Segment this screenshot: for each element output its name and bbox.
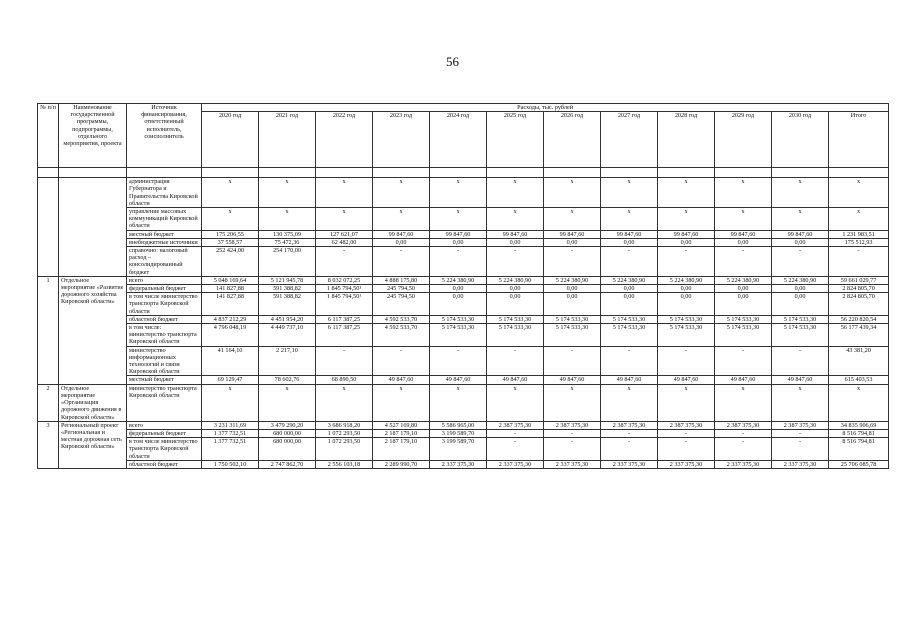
header-expenses: Расходы, тыс. рублей: [202, 104, 889, 112]
value-cell: 0,00: [430, 285, 487, 293]
value-cell: 99 847,60: [487, 230, 544, 238]
value-cell: 5 224 380,90: [658, 276, 715, 284]
header-year: 2025 год: [487, 112, 544, 168]
value-cell: x: [601, 178, 658, 208]
value-cell: x: [373, 208, 430, 231]
value-cell: x: [601, 208, 658, 231]
value-cell: -: [316, 346, 373, 376]
table-row: [38, 346, 889, 376]
value-cell: 4 888 175,80: [373, 276, 430, 284]
header-year: 2022 год: [316, 112, 373, 168]
value-cell: -: [772, 429, 829, 437]
value-cell: x: [487, 384, 544, 421]
funding-source: в том числе министерство транспорта Кировской области: [127, 438, 202, 461]
value-cell: x: [658, 384, 715, 421]
value-cell: 5 174 533,30: [601, 324, 658, 347]
value-cell: -: [487, 438, 544, 461]
value-cell: 99 847,60: [715, 230, 772, 238]
table-row: [38, 376, 889, 384]
header-year: 2029 год: [715, 112, 772, 168]
value-cell: 680 000,00: [259, 429, 316, 437]
value-cell: 0,00: [658, 285, 715, 293]
value-cell: 0,00: [601, 238, 658, 246]
value-cell: 2 187 179,10: [373, 438, 430, 461]
table-row: [38, 460, 889, 468]
value-cell: 56 177 439,34: [829, 324, 889, 347]
value-cell: 3 479 290,20: [259, 421, 316, 429]
value-cell: 4 451 954,20: [259, 315, 316, 323]
value-cell: 3 686 918,20: [316, 421, 373, 429]
value-cell: 4 796 048,19: [202, 324, 259, 347]
spacer-cell: [715, 168, 772, 178]
value-cell: 5 174 533,30: [487, 315, 544, 323]
header-year: 2030 год: [772, 112, 829, 168]
value-cell: 141 827,88: [202, 285, 259, 293]
spacer-cell: [658, 168, 715, 178]
value-cell: 1 845 794,50¹: [316, 293, 373, 316]
funding-source: областной бюджет: [127, 460, 202, 468]
value-cell: 130 375,09: [259, 230, 316, 238]
value-cell: -: [430, 247, 487, 277]
value-cell: 25 706 085,78: [829, 460, 889, 468]
value-cell: -: [601, 346, 658, 376]
value-cell: -: [544, 438, 601, 461]
value-cell: 8 516 794,81: [829, 429, 889, 437]
value-cell: 5 174 533,30: [601, 315, 658, 323]
value-cell: 5 174 533,30: [544, 315, 601, 323]
value-cell: 5 174 533,30: [772, 315, 829, 323]
value-cell: -: [715, 346, 772, 376]
spacer-cell: [38, 168, 59, 178]
value-cell: 0,00: [487, 238, 544, 246]
value-cell: 2 824 805,70: [829, 285, 889, 293]
value-cell: x: [658, 208, 715, 231]
value-cell: 49 847,60: [430, 376, 487, 384]
value-cell: -: [829, 247, 889, 277]
value-cell: 0,00: [658, 238, 715, 246]
value-cell: x: [544, 178, 601, 208]
table-row: [38, 293, 889, 316]
value-cell: 2 289 990,70: [373, 460, 430, 468]
value-cell: x: [487, 178, 544, 208]
table-row: [38, 384, 889, 421]
value-cell: x: [316, 208, 373, 231]
value-cell: 1 231 983,51: [829, 230, 889, 238]
value-cell: x: [715, 384, 772, 421]
value-cell: 1 072 293,50: [316, 429, 373, 437]
value-cell: 75 472,36: [259, 238, 316, 246]
value-cell: 254 170,00: [259, 247, 316, 277]
table-row: [38, 247, 889, 277]
value-cell: 0,00: [487, 285, 544, 293]
spacer-cell: [430, 168, 487, 178]
value-cell: x: [316, 384, 373, 421]
value-cell: 0,00: [373, 238, 430, 246]
spacer-cell: [544, 168, 601, 178]
budget-table: [37, 103, 889, 469]
value-cell: 0,00: [430, 293, 487, 316]
table-row: [38, 178, 889, 208]
value-cell: 4 837 212,29: [202, 315, 259, 323]
value-cell: 141 827,88: [202, 293, 259, 316]
value-cell: 252 424,00: [202, 247, 259, 277]
value-cell: 37 558,57: [202, 238, 259, 246]
value-cell: 2 337 375,30: [544, 460, 601, 468]
header-number: № п/п: [38, 104, 59, 168]
value-cell: 69 129,47: [202, 376, 259, 384]
value-cell: x: [430, 208, 487, 231]
value-cell: 49 847,60: [544, 376, 601, 384]
value-cell: x: [829, 178, 889, 208]
value-cell: 1 377 732,51: [202, 429, 259, 437]
value-cell: x: [202, 178, 259, 208]
funding-source: администрация Губернатора и Правительства Кировской области: [127, 178, 202, 208]
value-cell: 2 824 805,70: [829, 293, 889, 316]
value-cell: 0,00: [544, 285, 601, 293]
value-cell: -: [430, 346, 487, 376]
value-cell: x: [658, 178, 715, 208]
value-cell: 5 586 965,00: [430, 421, 487, 429]
row-number: [38, 178, 59, 277]
value-cell: 68 890,50: [316, 376, 373, 384]
spacer-cell: [259, 168, 316, 178]
funding-source: министерство транспорта Кировской области: [127, 384, 202, 421]
value-cell: 5 174 533,30: [430, 315, 487, 323]
value-cell: 0,00: [715, 285, 772, 293]
row-number: 3: [38, 421, 59, 468]
value-cell: 8 516 794,81: [829, 438, 889, 461]
table-row: [38, 285, 889, 293]
value-cell: 99 847,60: [601, 230, 658, 238]
value-cell: 5 174 533,30: [715, 324, 772, 347]
value-cell: 4 592 533,70: [373, 324, 430, 347]
spacer-cell: [487, 168, 544, 178]
value-cell: -: [601, 429, 658, 437]
value-cell: 5 174 533,30: [544, 324, 601, 347]
row-number: 1: [38, 276, 59, 384]
value-cell: 2 387 375,30: [544, 421, 601, 429]
value-cell: 3 231 311,69: [202, 421, 259, 429]
funding-source: всего: [127, 421, 202, 429]
value-cell: 4 449 737,10: [259, 324, 316, 347]
value-cell: 0,00: [487, 293, 544, 316]
funding-source: всего: [127, 276, 202, 284]
value-cell: 2 387 375,30: [715, 421, 772, 429]
spacer-cell: [829, 168, 889, 178]
value-cell: 2 337 375,30: [715, 460, 772, 468]
value-cell: 8 032 072,25: [316, 276, 373, 284]
value-cell: x: [373, 384, 430, 421]
value-cell: x: [715, 208, 772, 231]
value-cell: 2 337 375,30: [658, 460, 715, 468]
header-year: 2023 год: [373, 112, 430, 168]
value-cell: 2 337 375,30: [487, 460, 544, 468]
value-cell: x: [202, 208, 259, 231]
value-cell: 0,00: [430, 238, 487, 246]
value-cell: 4 527 169,80: [373, 421, 430, 429]
table-row: [38, 429, 889, 437]
value-cell: 99 847,60: [373, 230, 430, 238]
spacer-cell: [202, 168, 259, 178]
value-cell: 2 337 375,30: [430, 460, 487, 468]
value-cell: 59 661 029,77: [829, 276, 889, 284]
value-cell: x: [772, 208, 829, 231]
value-cell: 2 747 862,70: [259, 460, 316, 468]
value-cell: -: [658, 438, 715, 461]
spacer-cell: [316, 168, 373, 178]
value-cell: x: [772, 178, 829, 208]
value-cell: 615 403,53: [829, 376, 889, 384]
value-cell: 0,00: [715, 238, 772, 246]
value-cell: 2 387 375,30: [772, 421, 829, 429]
value-cell: 62 482,00: [316, 238, 373, 246]
value-cell: x: [202, 384, 259, 421]
value-cell: 0,00: [601, 293, 658, 316]
value-cell: 591 388,82: [259, 285, 316, 293]
value-cell: 1 750 502,10: [202, 460, 259, 468]
program-name: Отдельное мероприятие «Развитие дорожного хозяйства Кировской области»: [59, 276, 127, 384]
value-cell: x: [259, 208, 316, 231]
header-year: 2021 год: [259, 112, 316, 168]
value-cell: 99 847,60: [658, 230, 715, 238]
value-cell: 34 835 906,69: [829, 421, 889, 429]
value-cell: 5 224 380,90: [772, 276, 829, 284]
value-cell: -: [544, 247, 601, 277]
program-name: [59, 178, 127, 277]
table-row: [38, 276, 889, 284]
value-cell: 5 224 380,90: [715, 276, 772, 284]
program-name: Отдельное мероприятие «Организация дорожного движения в Кировской области»: [59, 384, 127, 421]
value-cell: 127 621,07: [316, 230, 373, 238]
value-cell: x: [544, 208, 601, 231]
value-cell: -: [601, 247, 658, 277]
value-cell: 3 199 589,70: [430, 429, 487, 437]
spacer-cell: [772, 168, 829, 178]
value-cell: x: [829, 384, 889, 421]
value-cell: 43 381,20: [829, 346, 889, 376]
value-cell: 49 847,60: [658, 376, 715, 384]
value-cell: 5 224 380,90: [544, 276, 601, 284]
value-cell: -: [373, 247, 430, 277]
spacer-cell: [59, 168, 127, 178]
value-cell: 5 174 533,30: [658, 324, 715, 347]
value-cell: 0,00: [772, 285, 829, 293]
value-cell: -: [658, 247, 715, 277]
value-cell: 5 174 533,30: [430, 324, 487, 347]
value-cell: 99 847,60: [772, 230, 829, 238]
page-number: 56: [446, 54, 459, 69]
value-cell: -: [601, 438, 658, 461]
header-year: 2028 год: [658, 112, 715, 168]
program-name: Региональный проект «Региональная и местная дорожная сеть Кировской области»: [59, 421, 127, 468]
value-cell: 5 174 533,30: [487, 324, 544, 347]
value-cell: 41 164,10: [202, 346, 259, 376]
value-cell: -: [544, 429, 601, 437]
value-cell: -: [715, 247, 772, 277]
value-cell: 591 388,82: [259, 293, 316, 316]
table-row: [38, 315, 889, 323]
value-cell: 0,00: [772, 293, 829, 316]
funding-source: управление массовых коммуникаций Кировской области: [127, 208, 202, 231]
value-cell: 0,00: [601, 285, 658, 293]
value-cell: 1 377 732,51: [202, 438, 259, 461]
value-cell: 2 387 375,30: [487, 421, 544, 429]
value-cell: 2 387 375,30: [601, 421, 658, 429]
value-cell: 5 224 380,90: [601, 276, 658, 284]
header-year: 2027 год: [601, 112, 658, 168]
value-cell: 5 224 380,90: [487, 276, 544, 284]
value-cell: x: [316, 178, 373, 208]
value-cell: -: [715, 438, 772, 461]
value-cell: x: [544, 384, 601, 421]
value-cell: -: [658, 429, 715, 437]
value-cell: 6 117 387,25: [316, 324, 373, 347]
value-cell: -: [487, 247, 544, 277]
value-cell: 56 220 820,54: [829, 315, 889, 323]
table-row: [38, 230, 889, 238]
value-cell: x: [430, 178, 487, 208]
value-cell: 5 121 945,78: [259, 276, 316, 284]
value-cell: -: [772, 247, 829, 277]
table-row: [38, 208, 889, 231]
value-cell: x: [487, 208, 544, 231]
value-cell: -: [772, 346, 829, 376]
value-cell: 1 845 794,50¹: [316, 285, 373, 293]
value-cell: 6 117 387,25: [316, 315, 373, 323]
value-cell: 2 337 375,30: [772, 460, 829, 468]
funding-source: внебюджетные источники: [127, 238, 202, 246]
value-cell: 0,00: [715, 293, 772, 316]
header-funding-source: Источник финансирования, ответственный исполнитель, соисполнитель: [127, 104, 202, 168]
value-cell: 5 048 169,64: [202, 276, 259, 284]
value-cell: 175 206,55: [202, 230, 259, 238]
funding-source: областной бюджет: [127, 315, 202, 323]
value-cell: x: [373, 178, 430, 208]
value-cell: -: [487, 346, 544, 376]
value-cell: 78 602,76: [259, 376, 316, 384]
value-cell: 49 847,60: [772, 376, 829, 384]
value-cell: 3 199 589,70: [430, 438, 487, 461]
table-row: [38, 238, 889, 246]
value-cell: 4 592 533,70: [373, 315, 430, 323]
value-cell: x: [772, 384, 829, 421]
value-cell: 49 847,60: [601, 376, 658, 384]
value-cell: 5 174 533,30: [715, 315, 772, 323]
value-cell: x: [259, 178, 316, 208]
funding-source: в том числе: министерство транспорта Кировской области: [127, 324, 202, 347]
value-cell: 49 847,60: [715, 376, 772, 384]
value-cell: 245 794,50: [373, 285, 430, 293]
value-cell: -: [544, 346, 601, 376]
header-year: 2026 год: [544, 112, 601, 168]
value-cell: 2 187 179,10: [373, 429, 430, 437]
funding-source: местный бюджет: [127, 230, 202, 238]
value-cell: 49 847,60: [487, 376, 544, 384]
value-cell: x: [601, 384, 658, 421]
value-cell: -: [373, 346, 430, 376]
value-cell: 245 794,50: [373, 293, 430, 316]
value-cell: 5 174 533,30: [772, 324, 829, 347]
value-cell: 175 512,93: [829, 238, 889, 246]
value-cell: 0,00: [544, 238, 601, 246]
value-cell: 49 847,60: [373, 376, 430, 384]
value-cell: x: [259, 384, 316, 421]
value-cell: 1 072 293,50: [316, 438, 373, 461]
value-cell: 99 847,60: [430, 230, 487, 238]
value-cell: 0,00: [544, 293, 601, 316]
value-cell: x: [715, 178, 772, 208]
funding-source: в том числе министерство транспорта Кировской области: [127, 293, 202, 316]
value-cell: 680 000,00: [259, 438, 316, 461]
value-cell: -: [487, 429, 544, 437]
spacer-cell: [373, 168, 430, 178]
value-cell: 2 387 375,30: [658, 421, 715, 429]
spacer-cell: [601, 168, 658, 178]
value-cell: -: [658, 346, 715, 376]
funding-source: местный бюджет: [127, 376, 202, 384]
value-cell: -: [772, 438, 829, 461]
table-row: [38, 438, 889, 461]
value-cell: x: [430, 384, 487, 421]
value-cell: 5 174 533,30: [658, 315, 715, 323]
header-program-name: Наименование государственной программы, подпрограммы, отдельного мероприятия, проекта: [59, 104, 127, 168]
value-cell: 0,00: [658, 293, 715, 316]
value-cell: -: [715, 429, 772, 437]
header-year: Итого: [829, 112, 889, 168]
table-row: [38, 324, 889, 347]
value-cell: -: [316, 247, 373, 277]
funding-source: федеральный бюджет: [127, 429, 202, 437]
funding-source: справочно: налоговый расход – консолидированный бюджет: [127, 247, 202, 277]
funding-source: министерство информационных технологий и связи Кировской области: [127, 346, 202, 376]
value-cell: 2 337 375,30: [601, 460, 658, 468]
spacer-cell: [127, 168, 202, 178]
header-year: 2020 год: [202, 112, 259, 168]
header-year: 2024 год: [430, 112, 487, 168]
value-cell: 2 556 103,18: [316, 460, 373, 468]
value-cell: 0,00: [772, 238, 829, 246]
table-row: [38, 421, 889, 429]
value-cell: 99 847,60: [544, 230, 601, 238]
value-cell: x: [829, 208, 889, 231]
value-cell: 2 217,10: [259, 346, 316, 376]
row-number: 2: [38, 384, 59, 421]
funding-source: федеральный бюджет: [127, 285, 202, 293]
value-cell: 5 224 380,90: [430, 276, 487, 284]
